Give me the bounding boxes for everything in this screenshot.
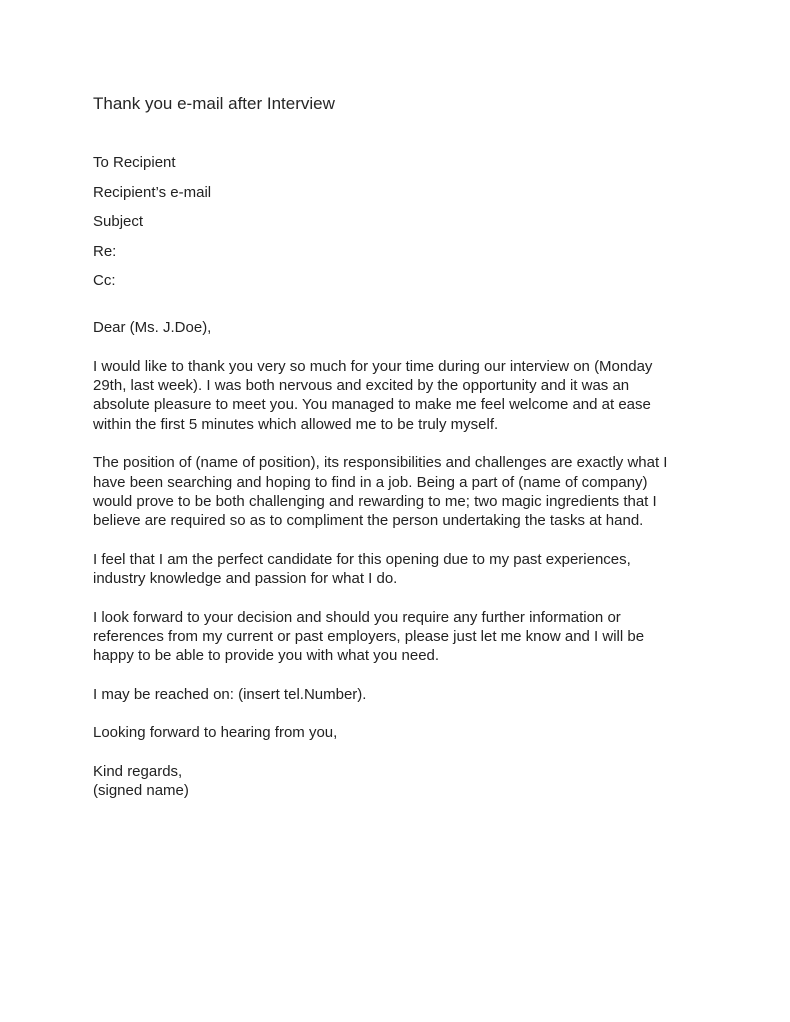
document-title: Thank you e-mail after Interview xyxy=(93,94,335,113)
paragraph-line: I look forward to your decision and should you require any further information or xyxy=(93,608,621,626)
paragraph-position xyxy=(93,453,703,530)
subject-field: Subject xyxy=(93,213,144,230)
paragraph-candidate xyxy=(93,550,703,588)
paragraph-line: would prove to be both challenging and rewarding to me; two magic ingredients that I xyxy=(93,492,657,510)
closing-block xyxy=(93,762,703,800)
to-recipient-field: To Recipient xyxy=(93,154,176,171)
paragraph-line: I would like to thank you very so much for your time during our interview on (Monday xyxy=(93,358,653,375)
cc-field: Cc: xyxy=(93,272,116,289)
paragraph-line: have been searching and hoping to find in a job. Being a part of (name of company) xyxy=(93,473,648,491)
paragraph-line: The position of (name of position), its responsibilities and challenges are exactly what I xyxy=(93,454,668,472)
paragraph-line: believe are required so as to compliment the person undertaking the tasks at hand. xyxy=(93,511,644,529)
paragraph-line: industry knowledge and passion for what I do. xyxy=(93,569,398,587)
signature-placeholder: (signed name) xyxy=(93,782,189,800)
paragraph-line: absolute pleasure to meet you. You managed to make me feel welcome and at ease xyxy=(93,396,651,414)
re-field: Re: xyxy=(93,242,117,260)
sign-off: Kind regards, xyxy=(93,763,183,781)
paragraph-line: 29th, last week). I was both nervous and excited by the opportunity and it was an xyxy=(93,377,630,395)
paragraph-line: references from my current or past employers, please just let me know and I will be xyxy=(93,627,645,645)
looking-forward-line: Looking forward to hearing from you, xyxy=(93,724,338,742)
paragraph-line: I feel that I am the perfect candidate for this opening due to my past experiences, xyxy=(93,550,631,568)
paragraph-decision xyxy=(93,608,703,666)
contact-line: I may be reached on: (insert tel.Number). xyxy=(93,685,367,703)
paragraph-line: within the first 5 minutes which allowed me to be truly myself. xyxy=(93,415,499,433)
paragraph-thanks xyxy=(93,357,703,434)
recipient-email-field: Recipient’s e-mail xyxy=(93,183,212,201)
letter-content xyxy=(93,93,703,800)
paragraph-line: happy to be able to provide you with what you need. xyxy=(93,646,440,664)
salutation: Dear (Ms. J.Doe), xyxy=(93,319,212,336)
email-header-fields xyxy=(93,154,703,290)
